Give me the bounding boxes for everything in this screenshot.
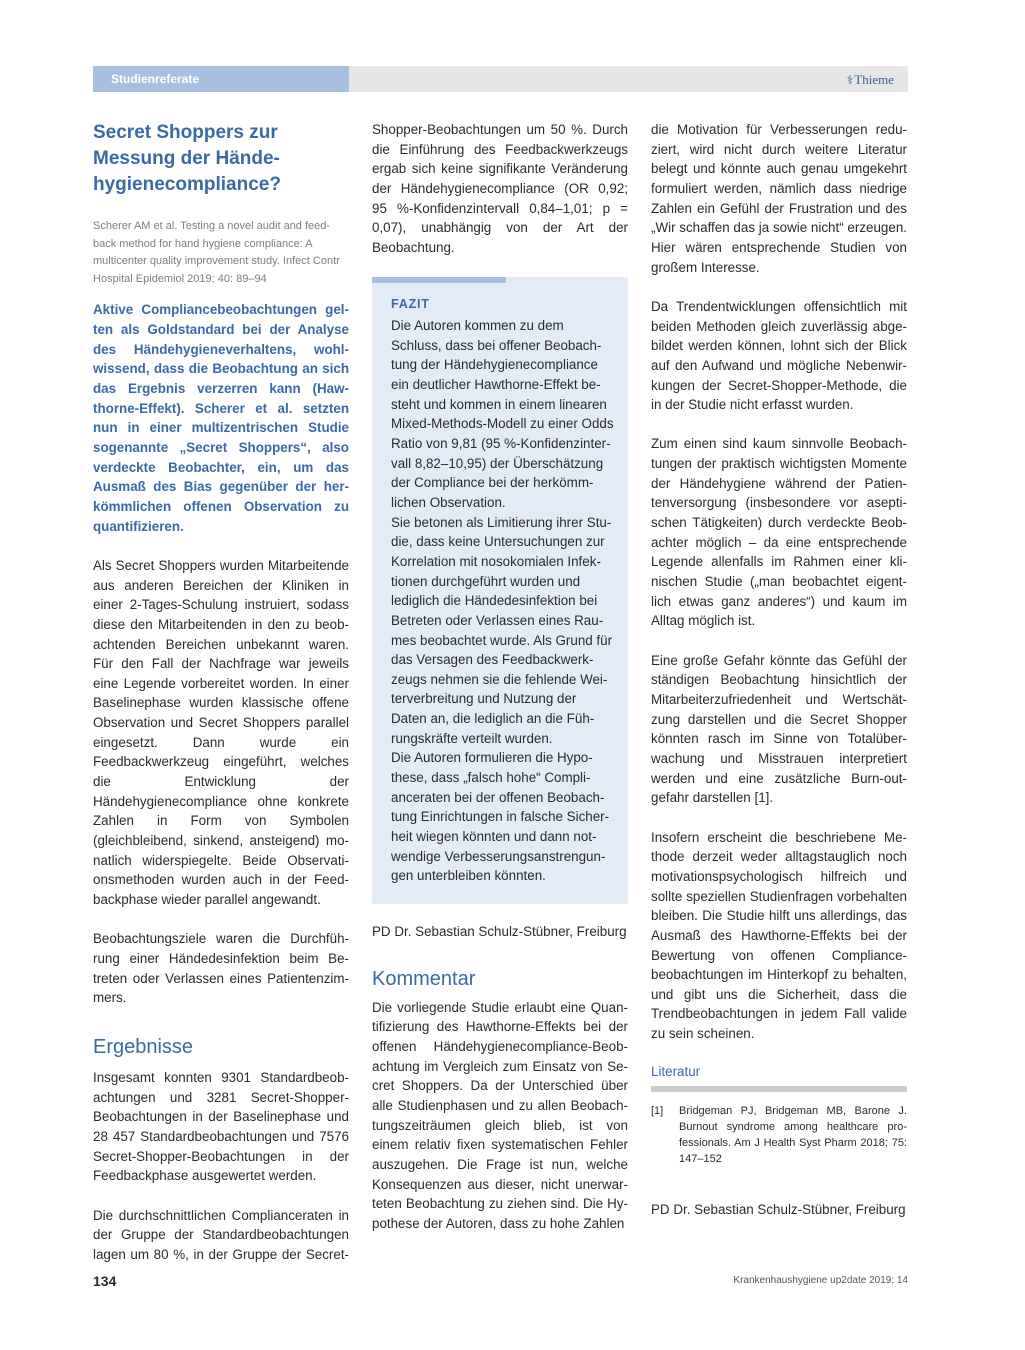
- publisher-logo: [847, 66, 894, 92]
- reference-text: Bridgeman PJ, Bridgeman MB, Barone J. Burnout syndrome among healthcare professionals. Am J Health Syst Pharm 2018; 75: 147–152: [679, 1105, 907, 1165]
- column-2: [372, 120, 628, 1234]
- kommentar-paragraph: Zum einen sind kaum sinnvolle Beobachtungen der praktisch wichtigsten Momente der Händehygiene während der Patientenversorgung (insbesondere vor aseptischen Tätigkeiten) durch verdeckte Beobachter möglich – da eine entsprechende Legende allenfalls im Rahmen einer klinischen Studie („man beobachtet eigentlich etwas ganz anderes“) und kaum im Alltag möglich ist.: [651, 436, 907, 629]
- kommentar-paragraph: Eine große Gefahr könnte das Gefühl der ständigen Beobachtung hinsichtlich der Mitarbeiterzufriedenheit und Wertschätzung darstellen und die Secret Shopper könnten rasch im Sinne von Totalüberwachung und Misstrauen interpretiert werden und eine zusätzliche Burn-outgefahr darstellen [1].: [651, 652, 907, 806]
- reference-item: [651, 1104, 907, 1167]
- column-3: [651, 120, 907, 1219]
- fazit-paragraph: Sie betonen als Limitierung ihrer Studie, dass keine Untersuchungen zur Korrelation mit nosokomialen Infektionen durchgeführt wurden und lediglich die Händedesinfektion bei Betreten oder Verlassen eines Raumes beobachtet wurde. Als Grund für das Versagen des Feedbackwerkzeugs nehmen sie die fehlende Weiterverbreitung und Nutzung der Daten an, die lediglich an die Führungskräfte verteilt wurden.: [391, 514, 613, 746]
- author-signature: PD Dr. Sebastian Schulz-Stübner, Freiburg: [372, 924, 627, 940]
- thieme-logo-icon: ⚕: [846, 73, 854, 87]
- kommentar-heading: Kommentar: [372, 967, 476, 990]
- page-number: 134: [93, 1273, 117, 1289]
- column-1: [93, 120, 349, 1265]
- results-paragraph-overflow: Shopper-Beobachtungen um 50 %. Durch die Einführung des Feedbackwerkzeugs ergab sich keine signifikante Veränderung der Händehygienecompliance (OR 0,92; 95 %-Konfidenzintervall 0,84–1,01; p = 0,07), unabhängig von der Art der Beobachtung.: [372, 121, 628, 255]
- kommentar-paragraph-continued: die Motivation für Verbesserungen reduziert, wird nicht durch weitere Literatur belegt und könnte auch genau umgekehrt formuliert werden, nämlich dass niedrige Zahlen ein Gefühl der Frustration und des „Wir schaffen das ja sowie nicht“ erzeugen. Hier wären entsprechende Studien von großem Interesse.: [651, 122, 907, 275]
- fazit-paragraph: Die Autoren kommen zu dem Schluss, dass bei offener Beobachtung der Händehygienecompliance ein deutlicher Hawthorne-Effekt besteht und kommen in einem linearen Mixed-Methods-Modell zu einer Odds Ratio von 9,81 (95 %-Konfidenzintervall 8,82–10,95) der Überschätzung der Compliance bei der herkömmlichen Observation.: [391, 318, 614, 510]
- publisher-name: Thieme: [854, 72, 894, 87]
- author-signature: PD Dr. Sebastian Schulz-Stübner, Freiburg: [651, 1201, 906, 1217]
- literatur-heading: Literatur: [651, 1063, 701, 1079]
- kommentar-paragraph: Die vorliegende Studie erlaubt eine Quantifizierung des Hawthorne-Effekts bei der offenen Händehygienecompliance-Beobachtung im Vergleich zum Einsatz von Secret Shoppers. Da der Unterschied über alle Studienphasen und zu allen Beobachtungszeiträumen gleich blieb, ist von einem relativ fixen systematischen Fehler auszugehen. Die Frage ist nun, welche Konsequenzen aus dieser, nicht unerwarteten Beobachtung zu ziehen sind. Die Hypothese der Autoren, dass zu hohe Zahlen: [372, 999, 628, 1231]
- body-paragraph: Als Secret Shoppers wurden Mitarbeitende aus anderen Bereichen der Kliniken in einer 2-Tages-Schulung instruiert, sodass diese den Mitarbeitenden in den zu beobachtenden Bereichen unbekannt waren. Für den Fall der Nachfrage war jeweils eine Legende vorbereitet worden. In einer Baselinephase wurden klassische offene Observation und Secret Shoppers parallel eingesetzt. Dann wurde ein Feedbackwerkzeug eingeführt, welches die Entwicklung der Händehygienecompliance ohne konkrete Zahlen in Form von Symbolen (gleichbleibend, sinkend, ansteigend) monatlich widerspiegelte. Beide Observationsmethoden wurden auch in der Feedbackphase wieder parallel angewandt.: [93, 557, 349, 908]
- article-citation: Scherer AM et al. Testing a novel audit and feedback method for hand hygiene compliance: A multicenter quality improvement study. Infect Contr Hospital Epidemiol 2019; 40: 89–94: [93, 220, 340, 285]
- results-paragraph: Insgesamt konnten 9301 Standardbeobachtungen und 3281 Secret-Shopper-Beobachtungen in der Baselinephase und 28 457 Standardbeobachtungen und 7576 Secret-Shopper-Beobachtungen in der Feedbackphase ausgewertet werden.: [93, 1069, 349, 1184]
- literatur-rule: [651, 1086, 907, 1092]
- fazit-paragraph: Die Autoren formulieren die Hypothese, dass „falsch hohe“ Complianceraten bei der offenen Beobachtung Einrichtungen in falsche Sicherheit wiegen könnten und dann notwendige Verbesserungsanstrengungen unterbleiben könnten.: [391, 750, 610, 884]
- fazit-title: FAZIT: [391, 297, 430, 311]
- results-paragraph-continued: Die durchschnittlichen Complianceraten in der Gruppe der Standardbeobachtungen lagen um 80 %, in der Gruppe der Secret-: [93, 1207, 349, 1262]
- page-header: [93, 66, 908, 92]
- results-heading: Ergebnisse: [93, 1035, 194, 1058]
- article-title: Secret Shoppers zur Messung der Händehygienecompliance?: [93, 122, 281, 195]
- article-lead: Aktive Compliancebeobachtungen gelten als Goldstandard bei der Analyse des Händehygieneverhaltens, wohlwissend, dass die Beobachtung an sich das Ergebnis verzerren kann (Hawthorne-Effekt). Scherer et al. setzten nun in einer multizentrischen Studie sogenannte „Secret Shoppers“, also verdeckte Beobachter, ein, um das Ausmaß des Bias gegenüber der herkömmlichen offenen Observation zu quantifizieren.: [93, 302, 349, 534]
- kommentar-paragraph: Insofern erscheint die beschriebene Methode derzeit weder alltagstauglich noch motivationspsychologisch hilfreich und sollte speziellen Studienfragen vorbehalten bleiben. Die Studie hilft uns allerdings, das Ausmaß des Hawthorne-Effekts bei der Bewertung von offenen Compliancebeobachtungen im Hinterkopf zu behalten, und gibt uns die Sicherheit, dass die Trendbeobachtungen in jedem Fall valide zu sein scheinen.: [651, 829, 907, 1042]
- body-paragraph: Beobachtungsziele waren die Durchführung einer Händedesinfektion beim Betreten oder Verlassen eines Patientenzimmers.: [93, 931, 349, 1006]
- reference-number: [1]: [651, 1105, 664, 1118]
- fazit-accent-rule: [372, 277, 506, 283]
- section-label: Studienreferate: [93, 66, 349, 92]
- fazit-box: [372, 277, 628, 904]
- journal-reference: Krankenhaushygiene up2date 2019; 14: [733, 1275, 908, 1286]
- kommentar-paragraph: Da Trendentwicklungen offensichtlich mit beiden Methoden gleich zuverlässig abgebildet werden können, lohnt sich der Blick auf den Aufwand und mögliche Nebenwirkungen der Secret-Shopper-Methode, die in der Studie nicht erfasst wurden.: [651, 298, 907, 413]
